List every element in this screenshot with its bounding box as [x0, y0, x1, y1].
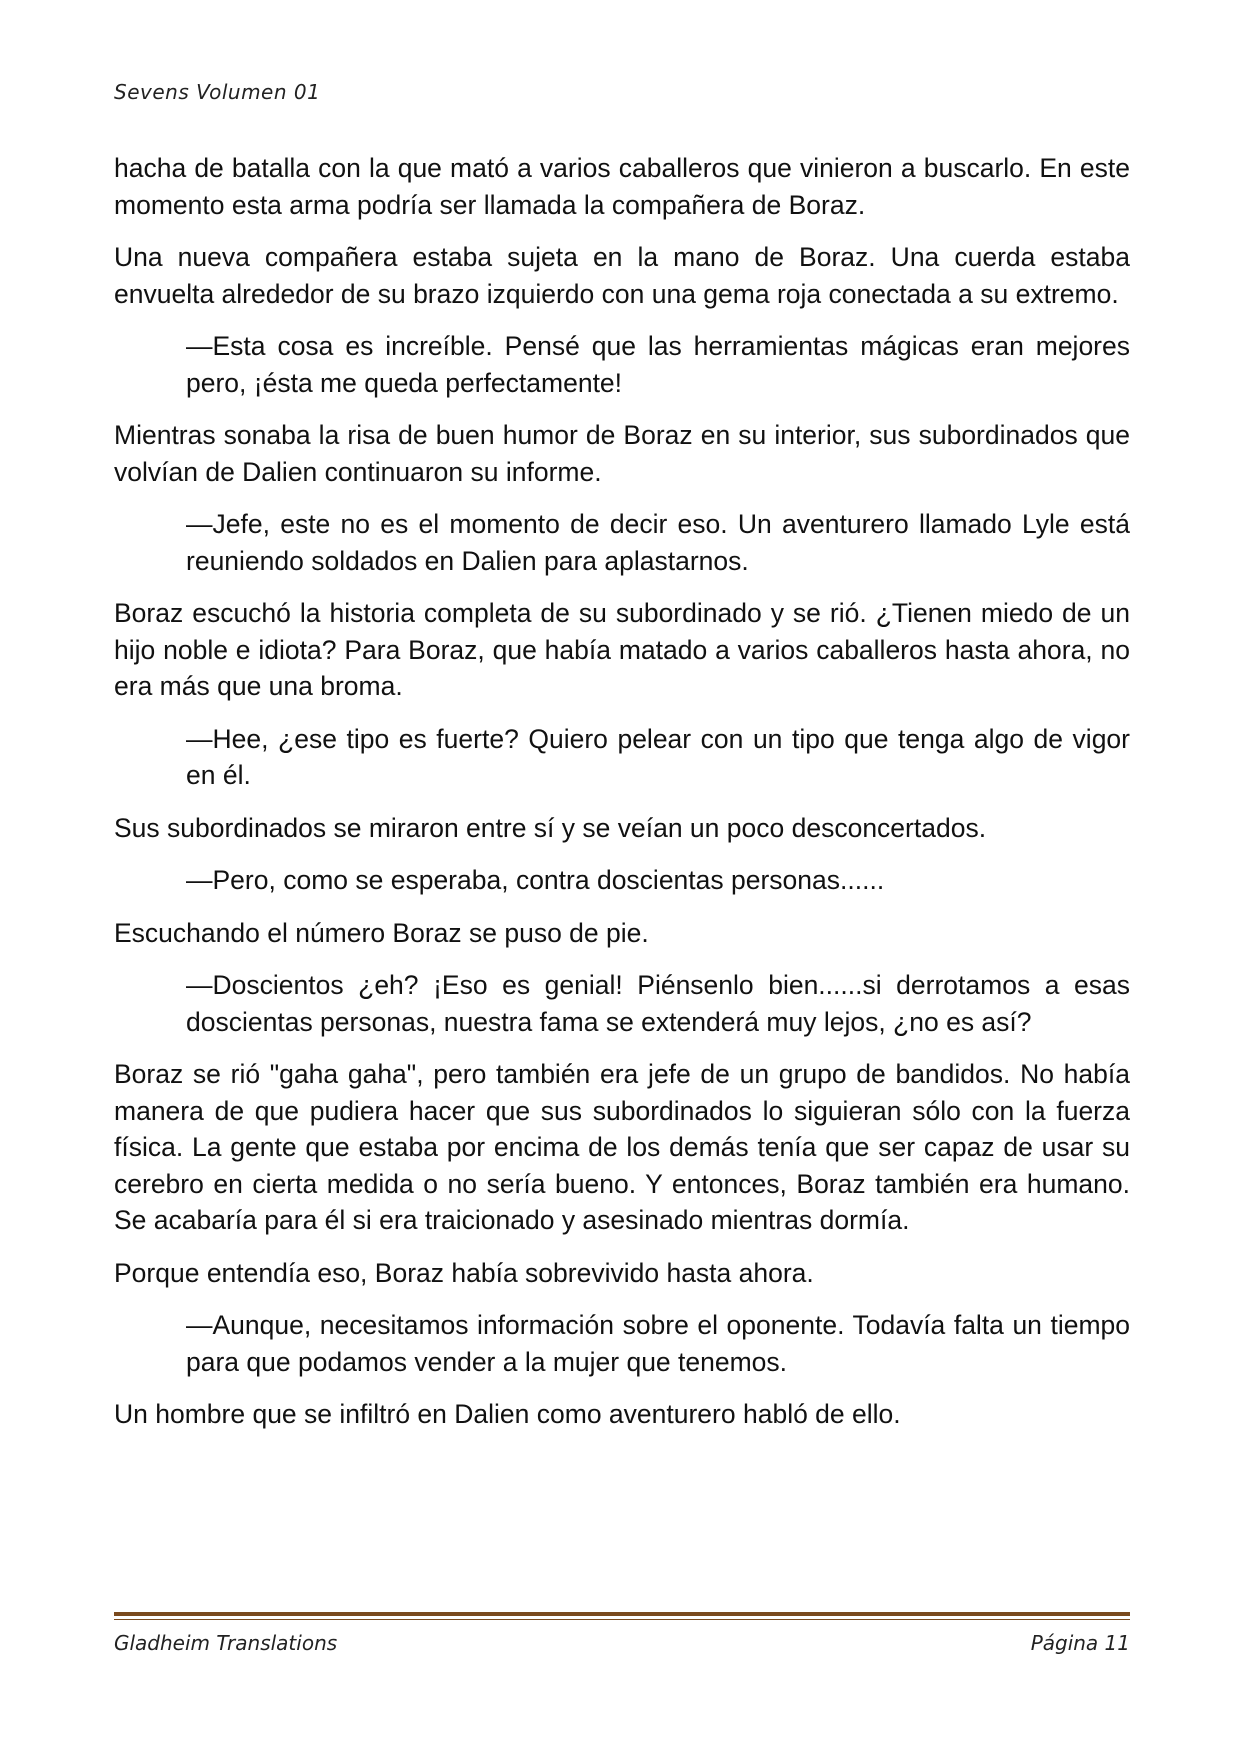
footer-rule-thick	[114, 1612, 1130, 1616]
paragraph: Porque entendía eso, Boraz había sobrevivido hasta ahora.	[114, 1257, 814, 1288]
paragraph: Un hombre que se infiltró en Dalien como aventurero habló de ello.	[114, 1399, 901, 1429]
paragraph: Escuchando el número Boraz se puso de pie.	[114, 917, 649, 948]
paragraph: Boraz se rió "gaha gaha", pero también era jefe de un grupo de bandidos. No había manera de que pudiera hacer que sus subordinados lo siguieran sólo con la fuerza física. La gente que estaba por encima de los demás tenía que ser capaz de usar su cerebro en cierta medida o no sería bueno. Y entonces, Boraz también era humano. Se acabaría para él si era traicionado y asesinado mientras dormía.	[114, 1059, 1130, 1235]
dialogue-paragraph: —Doscientos ¿eh? ¡Eso es genial! Piénsenlo bien......si derrotamos a esas doscientas personas, nuestra fama se extenderá muy lejos, ¿no es así?	[186, 970, 1130, 1037]
page-number: Página 11	[1030, 1631, 1130, 1655]
footer-rule-thin	[114, 1619, 1130, 1620]
paragraph: Una nueva compañera estaba sujeta en la mano de Boraz. Una cuerda estaba envuelta alrededor de su brazo izquierdo con una gema roja conectada a su extremo.	[114, 242, 1130, 309]
dialogue-paragraph: —Pero, como se esperaba, contra doscientas personas......	[186, 865, 885, 895]
paragraph: hacha de batalla con la que mató a varios caballeros que vinieron a buscarlo. En este momento esta arma podría ser llamada la compañera de Boraz.	[114, 153, 1130, 220]
paragraph: Sus subordinados se miraron entre sí y se veían un poco desconcertados.	[114, 812, 987, 843]
running-header: Sevens Volumen 01	[114, 80, 321, 104]
dialogue-paragraph: —Esta cosa es increíble. Pensé que las herramientas mágicas eran mejores pero, ¡ésta me queda perfectamente!	[186, 331, 1130, 398]
paragraph: Mientras sonaba la risa de buen humor de Boraz en su interior, sus subordinados que volvían de Dalien continuaron su informe.	[114, 420, 1130, 487]
footer-credit: Gladheim Translations	[114, 1631, 338, 1655]
paragraph: Boraz escuchó la historia completa de su subordinado y se rió. ¿Tienen miedo de un hijo noble e idiota? Para Boraz, que había matado a varios caballeros hasta ahora, no era más que una broma.	[114, 598, 1130, 701]
dialogue-paragraph: —Aunque, necesitamos información sobre el oponente. Todavía falta un tiempo para que podamos vender a la mujer que tenemos.	[186, 1310, 1130, 1377]
body-text	[114, 150, 1130, 1449]
dialogue-paragraph: —Hee, ¿ese tipo es fuerte? Quiero pelear con un tipo que tenga algo de vigor en él.	[186, 723, 1130, 790]
dialogue-paragraph: —Jefe, este no es el momento de decir eso. Un aventurero llamado Lyle está reuniendo soldados en Dalien para aplastarnos.	[186, 509, 1130, 576]
